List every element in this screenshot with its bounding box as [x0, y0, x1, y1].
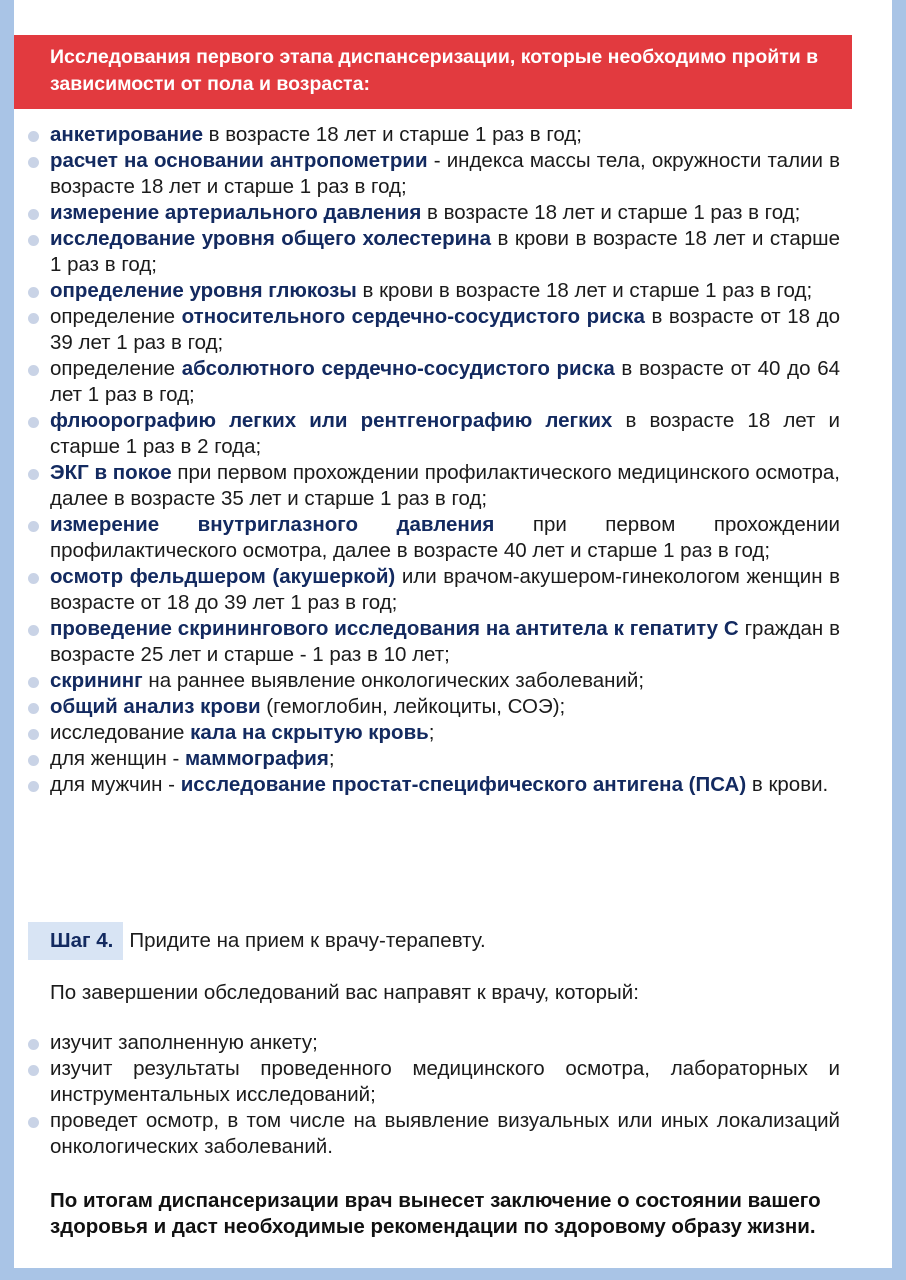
step-text: Придите на прием к врачу-терапевту.	[129, 929, 486, 952]
conclusion-paragraph: По итогам диспансеризации врач вынесет заключение о состоянии вашего здоровья и даст необходимые рекомендации по здоровому образу жизни.	[50, 1189, 821, 1238]
list-item: изучит результаты проведенного медицинского осмотра, лабораторных и инструментальных исследований;	[14, 1056, 840, 1108]
exam-list	[14, 122, 840, 798]
list-item: анкетирование в возрасте 18 лет и старше 1 раз в год;	[14, 122, 840, 148]
list-item: ЭКГ в покое при первом прохождении профилактического медицинского осмотра, далее в возрасте 35 лет и старше 1 раз в год;	[14, 460, 840, 512]
list-item: определение относительного сердечно-сосудистого риска в возрасте от 18 до 39 лет 1 раз в год;	[14, 304, 840, 356]
list-item: общий анализ крови (гемоглобин, лейкоциты, СОЭ);	[14, 694, 840, 720]
section-header	[14, 35, 852, 109]
list-item: для мужчин - исследование простат-специфического антигена (ПСА) в крови.	[14, 772, 840, 798]
doctor-actions-list	[14, 1030, 840, 1160]
list-item: флюорографию легких или рентгенографию легких в возрасте 18 лет и старше 1 раз в 2 года;	[14, 408, 840, 460]
list-item: проведет осмотр, в том числе на выявление визуальных или иных локализаций онкологических заболеваний.	[14, 1108, 840, 1160]
list-item: расчет на основании антропометрии - индекса массы тела, окружности талии в возрасте 18 лет и старше 1 раз в год;	[14, 148, 840, 200]
list-item: исследование кала на скрытую кровь;	[14, 720, 840, 746]
list-item: измерение артериального давления в возрасте 18 лет и старше 1 раз в год;	[14, 200, 840, 226]
list-item: определение абсолютного сердечно-сосудистого риска в возрасте от 40 до 64 лет 1 раз в год;	[14, 356, 840, 408]
list-item: определение уровня глюкозы в крови в возрасте 18 лет и старше 1 раз в год;	[14, 278, 840, 304]
intro-paragraph: По завершении обследований вас направят к врачу, который:	[50, 981, 639, 1004]
step-4	[28, 922, 838, 960]
list-item: измерение внутриглазного давления при первом прохождении профилактического осмотра, далее в возрасте 40 лет и старше 1 раз в год;	[14, 512, 840, 564]
section-title: Исследования первого этапа диспансеризации, которые необходимо пройти в зависимости от пола и возраста:	[50, 46, 819, 95]
list-item: проведение скринингового исследования на антитела к гепатиту С граждан в возрасте 25 лет и старше - 1 раз в 10 лет;	[14, 616, 840, 668]
list-item: осмотр фельдшером (акушеркой) или врачом-акушером-гинекологом женщин в возрасте от 18 до 39 лет 1 раз в год;	[14, 564, 840, 616]
list-item: исследование уровня общего холестерина в крови в возрасте 18 лет и старше 1 раз в год;	[14, 226, 840, 278]
list-item: изучит заполненную анкету;	[14, 1030, 840, 1056]
step-label: Шаг 4.	[28, 922, 123, 960]
list-item: для женщин - маммография;	[14, 746, 840, 772]
list-item: скрининг на раннее выявление онкологических заболеваний;	[14, 668, 840, 694]
